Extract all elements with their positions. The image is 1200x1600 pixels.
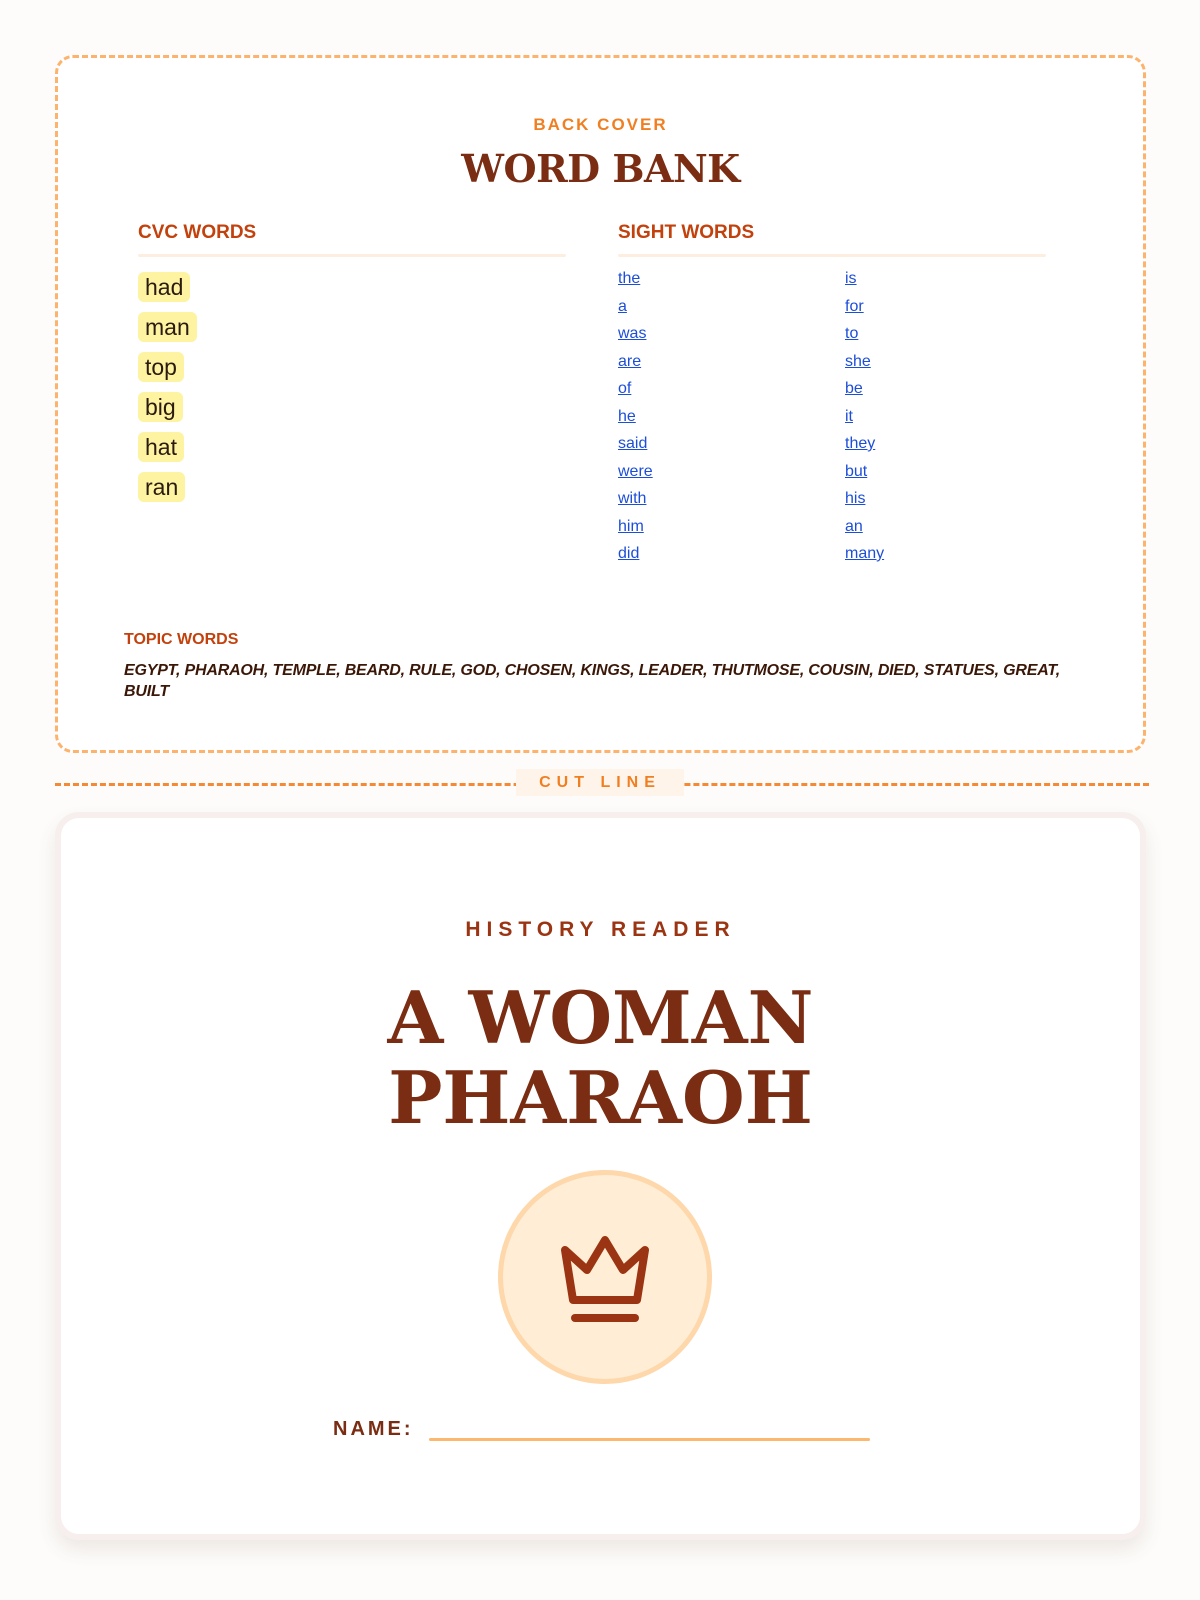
crown-emblem [498,1170,712,1384]
list-item [845,488,884,516]
list-item [138,272,197,312]
list-item [845,433,884,461]
sight-word-link[interactable]: many [845,545,885,562]
list-item [845,516,884,544]
sight-word-link[interactable]: be [845,380,863,397]
list-item [618,433,653,461]
list-item [845,296,884,324]
cvc-word: man [138,312,197,342]
list-item [618,378,653,406]
sight-word-link[interactable]: it [845,407,853,425]
sight-word-link[interactable]: of [618,380,632,397]
cvc-word: top [138,352,184,382]
sight-word-link[interactable]: his [845,490,866,507]
list-item [618,406,653,434]
list-item [845,461,884,489]
list-item [138,352,197,392]
sight-word-link[interactable]: a [618,297,627,315]
sight-word-link[interactable]: for [845,297,864,315]
back-cover-card [55,55,1146,753]
cvc-word: hat [138,432,184,462]
cut-line-label: CUT LINE [516,769,684,796]
sight-words-column-1 [618,268,653,571]
sight-words-column-2 [845,268,884,571]
list-item [618,516,653,544]
crown-icon [557,1230,653,1326]
name-label: NAME: [333,1418,414,1440]
sight-word-link[interactable]: is [845,270,857,287]
reader-kicker: HISTORY READER [465,918,736,941]
list-item [138,432,197,472]
topic-words-heading: TOPIC WORDS [124,631,239,648]
list-item [845,351,884,379]
list-item [618,296,653,324]
sight-words-heading: SIGHT WORDS [618,222,755,243]
topic-words-list: EGYPT, PHARAOH, TEMPLE, BEARD, RULE, GOD, CHOSEN, KINGS, LEADER, THUTMOSE, COUSIN, DIED, STATUES, GREAT, BUILT [124,662,1060,700]
name-write-line[interactable] [429,1438,870,1441]
sight-word-link[interactable]: did [618,545,640,562]
sight-word-link[interactable]: she [845,352,871,370]
list-item [618,488,653,516]
list-item [845,323,884,351]
cvc-word: big [138,392,183,422]
list-item [618,543,653,571]
list-item [845,543,884,571]
sight-word-link[interactable]: said [618,435,648,452]
list-item [845,378,884,406]
cvc-word: ran [138,472,185,502]
list-item [618,351,653,379]
book-title-line-1: A WOMAN [387,975,814,1060]
word-bank-title: WORD BANK [461,146,740,191]
sight-word-link[interactable]: him [618,517,644,535]
sight-word-link[interactable]: the [618,270,641,287]
sight-divider [618,254,1046,257]
list-item [845,406,884,434]
sight-word-link[interactable]: he [618,407,636,425]
cvc-words-heading: CVC WORDS [138,222,257,243]
list-item [138,392,197,432]
list-item [618,268,653,296]
cvc-word: had [138,272,190,302]
sight-word-link[interactable]: but [845,462,868,480]
sight-word-link[interactable]: with [618,490,647,507]
sight-word-link[interactable]: was [618,325,647,342]
book-title [61,975,1140,1140]
front-cover-card [55,812,1146,1540]
list-item [845,268,884,296]
back-cover-eyebrow: BACK COVER [533,115,668,134]
list-item [618,461,653,489]
sight-word-link[interactable]: are [618,352,642,370]
book-title-line-2: PHARAOH [388,1055,813,1140]
list-item [138,312,197,352]
list-item [138,472,197,512]
cvc-divider [138,254,566,257]
cvc-word-list [138,272,197,512]
sight-word-link[interactable]: were [618,462,653,480]
list-item [618,323,653,351]
sight-word-link[interactable]: an [845,517,863,535]
sight-word-link[interactable]: to [845,325,859,342]
sight-word-link[interactable]: they [845,435,876,452]
